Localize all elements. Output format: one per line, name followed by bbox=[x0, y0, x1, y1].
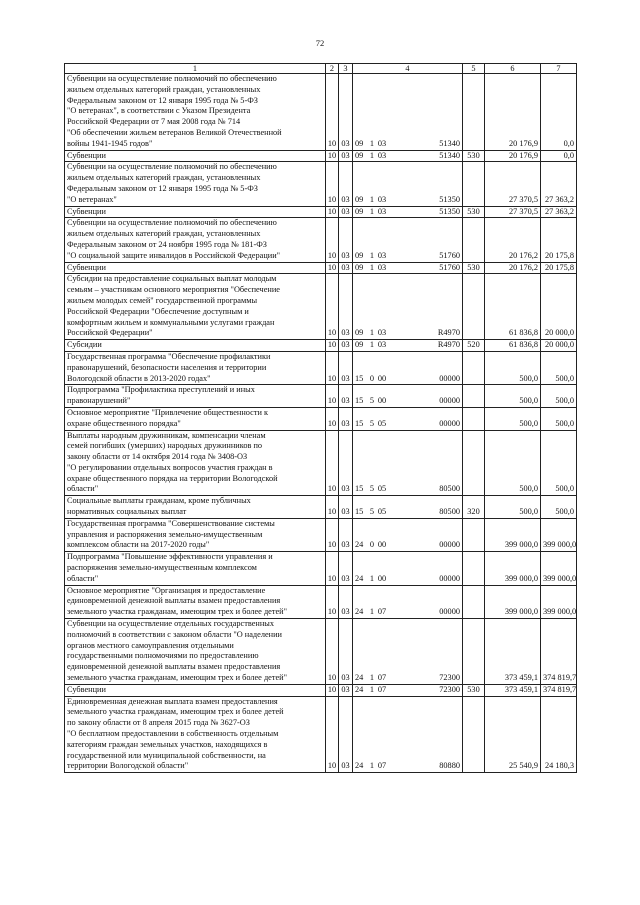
target-article-part: 1 bbox=[369, 138, 375, 148]
row-name: Субвенции на осуществление отдельных государственных полномочий в соответствии с законом области "О наделении органов местного самоуправления отдельными государственными полномочиями по предоставлению единовременной денежной выплаты взамен предоставления земельного участка гражданам, имеющим трех и более детей" bbox=[65, 619, 326, 685]
row-name: Подпрограмма "Профилактика преступлений и иных правонарушений" bbox=[65, 385, 326, 408]
section-code: 10 bbox=[326, 150, 339, 162]
budget-table bbox=[64, 63, 577, 773]
header-cell: 7 bbox=[541, 64, 577, 74]
expense-type-code bbox=[463, 162, 485, 206]
table-row bbox=[65, 274, 577, 340]
expense-type-code: 320 bbox=[463, 496, 485, 519]
amount-year-1: 500,0 bbox=[485, 385, 541, 408]
target-article-part: 24 bbox=[355, 607, 364, 617]
target-article-parts bbox=[353, 151, 462, 162]
target-article-part: 09 bbox=[355, 262, 364, 272]
amount-year-2: 500,0 bbox=[541, 385, 577, 408]
target-article-parts bbox=[353, 540, 462, 551]
target-article-parts bbox=[353, 340, 462, 351]
target-article-part: 03 bbox=[377, 138, 387, 148]
section-code: 10 bbox=[326, 385, 339, 408]
subsection-code: 03 bbox=[339, 585, 353, 618]
target-article-code bbox=[353, 407, 463, 430]
target-article-part: 03 bbox=[377, 194, 387, 204]
expense-type-code bbox=[463, 218, 485, 262]
target-article-code bbox=[353, 218, 463, 262]
amount-year-2: 20 000,0 bbox=[541, 340, 577, 352]
table-row bbox=[65, 218, 577, 262]
target-article-part: R4970 bbox=[437, 328, 460, 338]
target-article-part: 24 bbox=[355, 540, 364, 550]
amount-year-2: 374 819,7 bbox=[541, 684, 577, 696]
row-name: Субсидии bbox=[65, 340, 326, 352]
section-code: 10 bbox=[326, 274, 339, 340]
target-article-part: 00 bbox=[377, 373, 387, 383]
target-article-code bbox=[353, 262, 463, 274]
section-code: 10 bbox=[326, 684, 339, 696]
table-row bbox=[65, 74, 577, 151]
expense-type-code bbox=[463, 74, 485, 151]
subsection-code: 03 bbox=[339, 407, 353, 430]
target-article-code bbox=[353, 585, 463, 618]
section-code: 10 bbox=[326, 552, 339, 585]
target-article-parts bbox=[353, 574, 462, 585]
target-article-part: 1 bbox=[369, 194, 375, 204]
target-article-part: 51350 bbox=[439, 206, 460, 216]
expense-type-code bbox=[463, 585, 485, 618]
target-article-part: 09 bbox=[355, 138, 364, 148]
section-code: 10 bbox=[326, 619, 339, 685]
table-row bbox=[65, 385, 577, 408]
amount-year-1: 20 176,9 bbox=[485, 150, 541, 162]
target-article-parts bbox=[353, 328, 462, 339]
row-name: Субсидии на предоставление социальных выплат молодым семьям – участникам основного мероприятия "Обеспечение жильем молодых семей" государственной программы Российской Федерации "Обеспечение доступным и комфортным жильем и коммунальными услугами граждан Российской Федерации" bbox=[65, 274, 326, 340]
table-row bbox=[65, 162, 577, 206]
target-article-part: 03 bbox=[377, 250, 387, 260]
target-article-part: 1 bbox=[369, 150, 375, 160]
target-article-part: 0 bbox=[369, 540, 375, 550]
target-article-code bbox=[353, 150, 463, 162]
target-article-part: 15 bbox=[355, 373, 364, 383]
target-article-part: 1 bbox=[369, 761, 375, 771]
target-article-part: 03 bbox=[377, 262, 387, 272]
target-article-code bbox=[353, 385, 463, 408]
section-code: 10 bbox=[326, 74, 339, 151]
target-article-part: 00000 bbox=[439, 373, 460, 383]
table-row bbox=[65, 518, 577, 551]
amount-year-2: 500,0 bbox=[541, 407, 577, 430]
target-article-part: 05 bbox=[377, 418, 387, 428]
row-name: Субвенции bbox=[65, 262, 326, 274]
target-article-part: 1 bbox=[369, 673, 375, 683]
subsection-code: 03 bbox=[339, 684, 353, 696]
target-article-parts bbox=[353, 607, 462, 618]
target-article-parts bbox=[353, 263, 462, 274]
target-article-part: 1 bbox=[369, 340, 375, 350]
target-article-part: 5 bbox=[369, 484, 375, 494]
amount-year-1: 373 459,1 bbox=[485, 684, 541, 696]
amount-year-1: 373 459,1 bbox=[485, 619, 541, 685]
target-article-part: 1 bbox=[369, 573, 375, 583]
amount-year-2: 500,0 bbox=[541, 496, 577, 519]
amount-year-2: 374 819,7 bbox=[541, 619, 577, 685]
table-row bbox=[65, 150, 577, 162]
amount-year-2: 27 363,2 bbox=[541, 162, 577, 206]
subsection-code: 03 bbox=[339, 274, 353, 340]
amount-year-2: 399 000,0 bbox=[541, 585, 577, 618]
expense-type-code bbox=[463, 351, 485, 384]
target-article-code bbox=[353, 351, 463, 384]
section-code: 10 bbox=[326, 696, 339, 773]
row-name: Субвенции на осуществление полномочий по обеспечению жильем отдельных категорий граждан, установленных Федеральным законом от 12 января 1995 года № 5-ФЗ "О ветеранах", в соответствии с Указом Президента Российской Федерации от 7 мая 2008 года № 714 "Об обеспечении жильем ветеранов Великой Отечественной войны 1941-1945 годов" bbox=[65, 74, 326, 151]
target-article-part: 09 bbox=[355, 340, 364, 350]
target-article-part: 03 bbox=[377, 206, 387, 216]
table-row bbox=[65, 430, 577, 496]
section-code: 10 bbox=[326, 340, 339, 352]
expense-type-code bbox=[463, 696, 485, 773]
target-article-part: 05 bbox=[377, 507, 387, 517]
section-code: 10 bbox=[326, 351, 339, 384]
subsection-code: 03 bbox=[339, 619, 353, 685]
target-article-parts bbox=[353, 685, 462, 696]
target-article-part: 07 bbox=[377, 684, 387, 694]
amount-year-1: 25 540,9 bbox=[485, 696, 541, 773]
target-article-code bbox=[353, 206, 463, 218]
target-article-code bbox=[353, 684, 463, 696]
target-article-part: 24 bbox=[355, 673, 364, 683]
subsection-code: 03 bbox=[339, 552, 353, 585]
page-number: 72 bbox=[315, 38, 325, 48]
amount-year-2: 27 363,2 bbox=[541, 206, 577, 218]
subsection-code: 03 bbox=[339, 496, 353, 519]
table-header-row bbox=[65, 64, 577, 74]
amount-year-1: 61 836,8 bbox=[485, 274, 541, 340]
target-article-part: 15 bbox=[355, 396, 364, 406]
row-name: Социальные выплаты гражданам, кроме публичных нормативных социальных выплат bbox=[65, 496, 326, 519]
section-code: 10 bbox=[326, 407, 339, 430]
target-article-part: 5 bbox=[369, 507, 375, 517]
row-name: Государственная программа "Совершенствование системы управления и распоряжения земельно-имущественным комплексом области на 2017-2020 годы" bbox=[65, 518, 326, 551]
header-cell: 3 bbox=[339, 64, 353, 74]
target-article-parts bbox=[353, 251, 462, 262]
target-article-parts bbox=[353, 195, 462, 206]
row-name: Государственная программа "Обеспечение профилактики правонарушений, безопасности населения и территории Вологодской области в 2013-2020 годах" bbox=[65, 351, 326, 384]
target-article-part: 05 bbox=[377, 484, 387, 494]
target-article-code bbox=[353, 552, 463, 585]
row-name: Субвенции bbox=[65, 206, 326, 218]
amount-year-1: 500,0 bbox=[485, 407, 541, 430]
target-article-part: 80880 bbox=[439, 761, 460, 771]
table-row bbox=[65, 407, 577, 430]
table-row bbox=[65, 619, 577, 685]
target-article-parts bbox=[353, 207, 462, 218]
target-article-parts bbox=[353, 419, 462, 430]
amount-year-2: 0,0 bbox=[541, 150, 577, 162]
row-name: Подпрограмма "Повышение эффективности управления и распоряжения земельно-имущественным комплексом области" bbox=[65, 552, 326, 585]
subsection-code: 03 bbox=[339, 74, 353, 151]
target-article-part: 24 bbox=[355, 761, 364, 771]
amount-year-1: 20 176,2 bbox=[485, 218, 541, 262]
target-article-part: 5 bbox=[369, 396, 375, 406]
target-article-part: 1 bbox=[369, 250, 375, 260]
table-row bbox=[65, 552, 577, 585]
expense-type-code bbox=[463, 274, 485, 340]
row-name: Единовременная денежная выплата взамен предоставления земельного участка гражданам, имеющим трех и более детей по закону области от 8 апреля 2015 года № 3627-ОЗ "О бесплатном предоставлении в собственность отдельным категориям граждан земельных участков, находящихся в государственной или муниципальной собственности, на территории Вологодской области" bbox=[65, 696, 326, 773]
amount-year-1: 61 836,8 bbox=[485, 340, 541, 352]
target-article-parts bbox=[353, 673, 462, 684]
subsection-code: 03 bbox=[339, 262, 353, 274]
target-article-part: 15 bbox=[355, 418, 364, 428]
header-cell: 2 bbox=[326, 64, 339, 74]
amount-year-1: 500,0 bbox=[485, 351, 541, 384]
expense-type-code bbox=[463, 407, 485, 430]
target-article-code bbox=[353, 619, 463, 685]
amount-year-2: 20 175,8 bbox=[541, 262, 577, 274]
expense-type-code bbox=[463, 552, 485, 585]
target-article-part: 51760 bbox=[439, 250, 460, 260]
amount-year-1: 27 370,5 bbox=[485, 162, 541, 206]
row-name: Субвенции bbox=[65, 150, 326, 162]
target-article-part: 1 bbox=[369, 328, 375, 338]
target-article-part: 03 bbox=[377, 328, 387, 338]
section-code: 10 bbox=[326, 206, 339, 218]
amount-year-2: 399 000,0 bbox=[541, 518, 577, 551]
target-article-part: 24 bbox=[355, 684, 364, 694]
table-row bbox=[65, 684, 577, 696]
target-article-part: 80500 bbox=[439, 507, 460, 517]
section-code: 10 bbox=[326, 496, 339, 519]
target-article-part: 03 bbox=[377, 340, 387, 350]
expense-type-code bbox=[463, 430, 485, 496]
row-name: Основное мероприятие "Привлечение общественности к охране общественного порядка" bbox=[65, 407, 326, 430]
amount-year-1: 27 370,5 bbox=[485, 206, 541, 218]
row-name: Выплаты народным дружинникам, компенсации членам семей погибших (умерших) народных дружинников по закону области от 14 октября 2014 года № 3408-ОЗ "О регулировании отдельных вопросов участия граждан в охране общественного порядка на территории Вологодской области" bbox=[65, 430, 326, 496]
amount-year-1: 399 000,0 bbox=[485, 518, 541, 551]
amount-year-1: 20 176,9 bbox=[485, 74, 541, 151]
amount-year-1: 500,0 bbox=[485, 496, 541, 519]
section-code: 10 bbox=[326, 585, 339, 618]
amount-year-2: 399 000,0 bbox=[541, 552, 577, 585]
amount-year-2: 20 000,0 bbox=[541, 274, 577, 340]
target-article-parts bbox=[353, 507, 462, 518]
target-article-code bbox=[353, 518, 463, 551]
target-article-part: 72300 bbox=[439, 673, 460, 683]
table-row bbox=[65, 696, 577, 773]
target-article-parts bbox=[353, 374, 462, 385]
table-row bbox=[65, 351, 577, 384]
subsection-code: 03 bbox=[339, 162, 353, 206]
target-article-part: 00 bbox=[377, 540, 387, 550]
section-code: 10 bbox=[326, 162, 339, 206]
subsection-code: 03 bbox=[339, 696, 353, 773]
target-article-part: 51760 bbox=[439, 262, 460, 272]
subsection-code: 03 bbox=[339, 150, 353, 162]
target-article-part: 00000 bbox=[439, 396, 460, 406]
target-article-part: R4970 bbox=[437, 340, 460, 350]
target-article-part: 0 bbox=[369, 373, 375, 383]
amount-year-1: 500,0 bbox=[485, 430, 541, 496]
target-article-part: 00000 bbox=[439, 573, 460, 583]
expense-type-code: 530 bbox=[463, 206, 485, 218]
row-name: Субвенции bbox=[65, 684, 326, 696]
expense-type-code: 530 bbox=[463, 262, 485, 274]
target-article-part: 1 bbox=[369, 262, 375, 272]
subsection-code: 03 bbox=[339, 385, 353, 408]
target-article-code bbox=[353, 430, 463, 496]
subsection-code: 03 bbox=[339, 218, 353, 262]
table-row bbox=[65, 340, 577, 352]
subsection-code: 03 bbox=[339, 206, 353, 218]
target-article-part: 1 bbox=[369, 684, 375, 694]
section-code: 10 bbox=[326, 430, 339, 496]
target-article-code bbox=[353, 696, 463, 773]
target-article-code bbox=[353, 274, 463, 340]
target-article-code bbox=[353, 162, 463, 206]
header-cell: 1 bbox=[65, 64, 326, 74]
target-article-code bbox=[353, 496, 463, 519]
target-article-part: 07 bbox=[377, 673, 387, 683]
section-code: 10 bbox=[326, 518, 339, 551]
target-article-code bbox=[353, 74, 463, 151]
target-article-part: 51350 bbox=[439, 194, 460, 204]
expense-type-code: 530 bbox=[463, 684, 485, 696]
amount-year-2: 0,0 bbox=[541, 74, 577, 151]
row-name: Основное мероприятие "Организация и предоставление единовременной денежной выплаты взамен предоставления земельного участка гражданам, имеющим трех и более детей" bbox=[65, 585, 326, 618]
subsection-code: 03 bbox=[339, 340, 353, 352]
subsection-code: 03 bbox=[339, 518, 353, 551]
amount-year-1: 20 176,2 bbox=[485, 262, 541, 274]
target-article-part: 00000 bbox=[439, 607, 460, 617]
target-article-parts bbox=[353, 396, 462, 407]
expense-type-code bbox=[463, 518, 485, 551]
target-article-parts bbox=[353, 761, 462, 772]
expense-type-code: 520 bbox=[463, 340, 485, 352]
target-article-part: 07 bbox=[377, 761, 387, 771]
subsection-code: 03 bbox=[339, 351, 353, 384]
header-cell: 5 bbox=[463, 64, 485, 74]
target-article-part: 07 bbox=[377, 607, 387, 617]
subsection-code: 03 bbox=[339, 430, 353, 496]
amount-year-1: 399 000,0 bbox=[485, 585, 541, 618]
target-article-part: 15 bbox=[355, 507, 364, 517]
section-code: 10 bbox=[326, 262, 339, 274]
table-row bbox=[65, 496, 577, 519]
expense-type-code bbox=[463, 619, 485, 685]
amount-year-2: 20 175,8 bbox=[541, 218, 577, 262]
table-row bbox=[65, 206, 577, 218]
expense-type-code: 530 bbox=[463, 150, 485, 162]
header-cell: 6 bbox=[485, 64, 541, 74]
target-article-part: 00000 bbox=[439, 418, 460, 428]
target-article-part: 00000 bbox=[439, 540, 460, 550]
amount-year-2: 500,0 bbox=[541, 351, 577, 384]
target-article-parts bbox=[353, 139, 462, 150]
table-row bbox=[65, 262, 577, 274]
target-article-part: 09 bbox=[355, 150, 364, 160]
target-article-part: 15 bbox=[355, 484, 364, 494]
target-article-part: 51340 bbox=[439, 150, 460, 160]
target-article-part: 24 bbox=[355, 573, 364, 583]
target-article-part: 80500 bbox=[439, 484, 460, 494]
target-article-part: 72300 bbox=[439, 684, 460, 694]
amount-year-2: 500,0 bbox=[541, 430, 577, 496]
target-article-part: 00 bbox=[377, 573, 387, 583]
amount-year-1: 399 000,0 bbox=[485, 552, 541, 585]
section-code: 10 bbox=[326, 218, 339, 262]
target-article-parts bbox=[353, 484, 462, 495]
target-article-part: 5 bbox=[369, 418, 375, 428]
row-name: Субвенции на осуществление полномочий по обеспечению жильем отдельных категорий граждан, установленных Федеральным законом от 24 ноября 1995 года № 181-ФЗ "О социальной защите инвалидов в Российской Федерации" bbox=[65, 218, 326, 262]
table-row bbox=[65, 585, 577, 618]
target-article-part: 51340 bbox=[439, 138, 460, 148]
target-article-part: 09 bbox=[355, 194, 364, 204]
target-article-code bbox=[353, 340, 463, 352]
target-article-part: 09 bbox=[355, 206, 364, 216]
target-article-part: 1 bbox=[369, 206, 375, 216]
target-article-part: 00 bbox=[377, 396, 387, 406]
expense-type-code bbox=[463, 385, 485, 408]
target-article-part: 09 bbox=[355, 250, 364, 260]
header-cell: 4 bbox=[353, 64, 463, 74]
target-article-part: 03 bbox=[377, 150, 387, 160]
target-article-part: 1 bbox=[369, 607, 375, 617]
target-article-part: 09 bbox=[355, 328, 364, 338]
row-name: Субвенции на осуществление полномочий по обеспечению жильем отдельных категорий граждан, установленных Федеральным законом от 12 января 1995 года № 5-ФЗ "О ветеранах" bbox=[65, 162, 326, 206]
amount-year-2: 24 180,3 bbox=[541, 696, 577, 773]
